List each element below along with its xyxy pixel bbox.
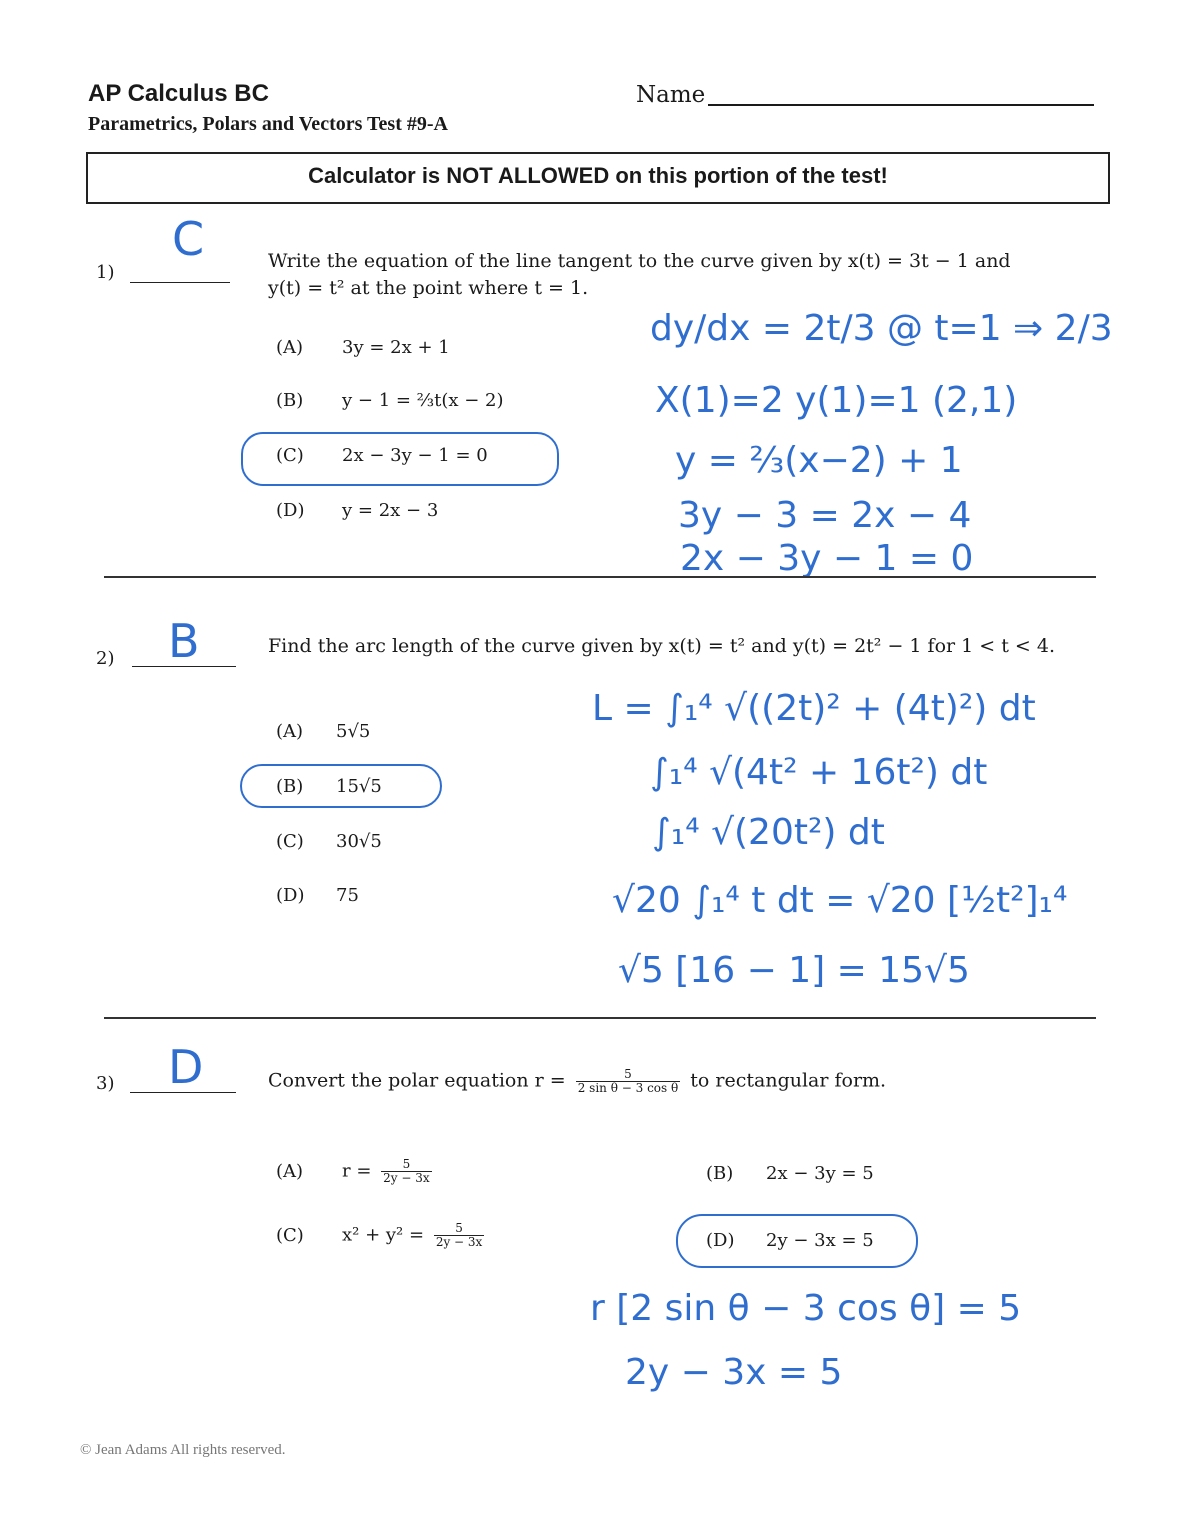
copyright-footer: © Jean Adams All rights reserved. [80, 1442, 286, 1458]
q3-polar-fraction [576, 1068, 681, 1095]
q1-option-c-label: (C) [276, 445, 304, 466]
q1-text-line2: y(t) = t² at the point where t = 1. [268, 277, 589, 299]
q2-option-d-label: (D) [276, 885, 305, 906]
q2-option-b-text: 15√5 [336, 776, 382, 797]
q1-option-d-label: (D) [276, 500, 305, 521]
q1-option-d-text: y = 2x − 3 [342, 500, 439, 521]
q2-text: Find the arc length of the curve given by x(t) = t² and y(t) = 2t² − 1 for 1 < t < 4. [268, 635, 1055, 657]
q1-number: 1) [96, 262, 115, 283]
q3-option-c-num: 5 [434, 1222, 485, 1236]
q3-text-after: to rectangular form. [690, 1069, 887, 1092]
q1-answer: C [172, 212, 205, 266]
q1-divider [104, 576, 1096, 578]
name-field[interactable] [708, 104, 1094, 106]
calculator-banner [86, 152, 1110, 204]
q2-option-d[interactable] [276, 885, 359, 906]
q1-work-line2: X(1)=2 y(1)=1 (2,1) [655, 380, 1018, 421]
q1-option-a[interactable] [276, 337, 450, 358]
q3-option-a-lhs: r = [342, 1160, 372, 1182]
q1-option-c[interactable] [276, 445, 488, 466]
q3-answer: D [168, 1040, 204, 1094]
q2-divider [104, 1017, 1096, 1019]
q1-option-d[interactable] [276, 500, 438, 521]
q3-text [268, 1068, 886, 1095]
q3-work-line2: 2y − 3x = 5 [625, 1352, 843, 1393]
q1-option-a-text: 3y = 2x + 1 [342, 337, 450, 358]
course-title: AP Calculus BC [88, 80, 269, 107]
q3-work-line1: r [2 sin θ − 3 cos θ] = 5 [590, 1288, 1022, 1329]
q2-work-line5: √5 [16 − 1] = 15√5 [618, 950, 970, 991]
q3-text-before: Convert the polar equation r = [268, 1069, 566, 1092]
q2-work-line4: √20 ∫₁⁴ t dt = √20 [½t²]₁⁴ [612, 880, 1068, 921]
q1-option-b[interactable] [276, 390, 504, 411]
q2-option-c[interactable] [276, 831, 382, 852]
q2-option-c-label: (C) [276, 831, 304, 852]
q1-work-line3: y = ⅔(x−2) + 1 [675, 440, 963, 481]
q2-number: 2) [96, 648, 115, 669]
q3-option-c-label: (C) [276, 1224, 304, 1246]
q3-option-a-den: 2y − 3x [383, 1171, 430, 1185]
banner-text: Calculator is NOT ALLOWED on this portion of the test! [308, 163, 888, 188]
q3-number: 3) [96, 1073, 115, 1094]
q3-option-d-text: 2y − 3x = 5 [766, 1230, 874, 1251]
q3-option-b-text: 2x − 3y = 5 [766, 1163, 874, 1184]
q3-option-c-den: 2y − 3x [435, 1235, 483, 1249]
q1-option-b-text: y − 1 = ⅔t(x − 2) [342, 390, 504, 411]
q2-option-a-text: 5√5 [336, 721, 371, 742]
q3-option-a-fraction [381, 1158, 432, 1185]
q3-option-a-label: (A) [276, 1160, 304, 1182]
q3-frac-num: 5 [576, 1068, 681, 1082]
q3-option-c-fraction [434, 1222, 485, 1249]
q1-work-line1: dy/dx = 2t/3 @ t=1 ⇒ 2/3 [650, 308, 1113, 349]
q3-option-d-label: (D) [706, 1230, 735, 1251]
q2-option-d-text: 75 [336, 885, 359, 906]
q3-option-b[interactable] [706, 1163, 874, 1184]
q3-option-a[interactable] [276, 1158, 436, 1185]
q1-answer-line[interactable] [130, 282, 230, 283]
q2-option-a[interactable] [276, 721, 370, 742]
name-label: Name [636, 82, 706, 108]
test-title: Parametrics, Polars and Vectors Test #9-A [88, 113, 448, 135]
q3-option-d[interactable] [706, 1230, 874, 1251]
q2-option-b-label: (B) [276, 776, 304, 797]
q1-option-a-label: (A) [276, 337, 304, 358]
q1-text-line1: Write the equation of the line tangent to the curve given by x(t) = 3t − 1 and [268, 250, 1011, 272]
q2-work-line3: ∫₁⁴ √(20t²) dt [652, 812, 885, 853]
q3-option-b-label: (B) [706, 1163, 734, 1184]
q2-work-line1: L = ∫₁⁴ √((2t)² + (4t)²) dt [592, 688, 1036, 729]
q2-option-c-text: 30√5 [336, 831, 382, 852]
q2-option-b[interactable] [276, 776, 382, 797]
q1-option-c-text: 2x − 3y − 1 = 0 [342, 445, 488, 466]
q2-option-a-label: (A) [276, 721, 304, 742]
q3-frac-den: 2 sin θ − 3 cos θ [577, 1081, 679, 1095]
q1-option-b-label: (B) [276, 390, 304, 411]
q3-option-c-lhs: x² + y² = [342, 1224, 425, 1246]
q3-option-c[interactable] [276, 1222, 488, 1249]
q2-answer: B [168, 614, 200, 668]
q1-work-line4: 3y − 3 = 2x − 4 [678, 495, 972, 536]
q1-work-line5: 2x − 3y − 1 = 0 [680, 538, 974, 579]
q3-option-a-num: 5 [381, 1158, 432, 1172]
q2-work-line2: ∫₁⁴ √(4t² + 16t²) dt [650, 752, 988, 793]
